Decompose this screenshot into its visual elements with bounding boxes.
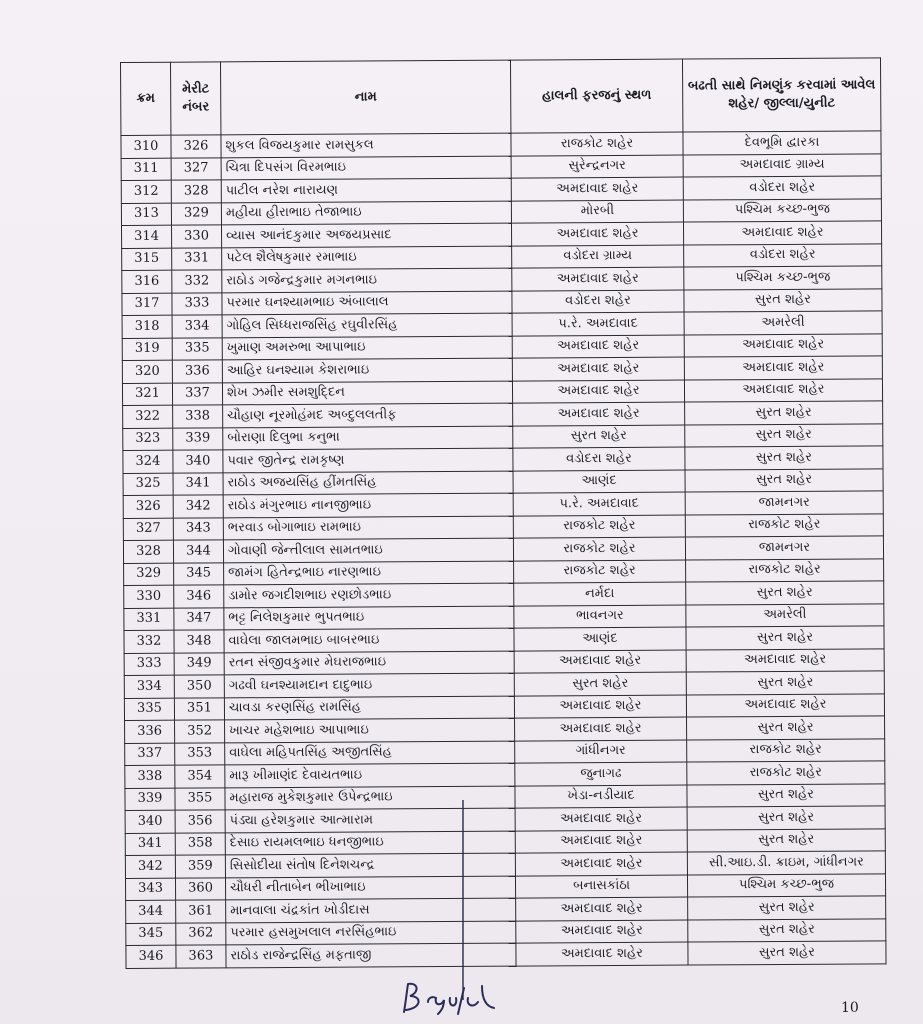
name-cell: રાઠોડ રાજેન્દ્રસિંહ મફતાજી <box>226 943 516 967</box>
name-cell: દેસાઇ રાયમલભાઇ ધનજીભાઇ <box>225 831 515 855</box>
name-cell: પવાર જીતેન્દ્ર રામકૃષ્ણ <box>223 448 513 472</box>
new-posting-cell: જામનગર <box>685 491 883 515</box>
current-posting-cell: રાજકોટ શહેર <box>513 515 685 539</box>
current-posting-cell: જુનાગઢ <box>515 762 687 786</box>
serial-cell: 320 <box>122 360 172 383</box>
current-posting-cell: અમદાવાદ શહેર <box>515 852 687 876</box>
merit-number-cell: 330 <box>171 225 221 248</box>
merit-number-cell: 329 <box>171 202 221 225</box>
serial-cell: 346 <box>126 945 176 968</box>
serial-cell: 335 <box>124 698 174 721</box>
new-posting-cell: પશ્ચિમ કચ્છ-ભુજ <box>687 873 885 897</box>
new-posting-cell: રાજકોટ શહેર <box>687 738 885 762</box>
name-cell: પંડ્યા હરેશકુમાર આત્મારામ <box>225 808 515 832</box>
name-cell: ભરવાડ બોગાભાઇ રામભાઇ <box>223 516 513 540</box>
serial-cell: 313 <box>121 203 171 226</box>
merit-number-cell: 359 <box>175 855 225 878</box>
header-name: નામ <box>221 60 511 135</box>
new-posting-cell: સુરત શહેર <box>687 716 885 740</box>
name-cell: સિસોદીયા સંતોષ દિનેશચન્દ્ર <box>225 853 515 877</box>
current-posting-cell: અમદાવાદ શહેર <box>515 807 687 831</box>
merit-number-cell: 328 <box>171 180 221 203</box>
name-cell: રાઠોડ અજયસિંહ હીંમતસિંહ <box>223 471 513 495</box>
new-posting-cell: સુરત શહેર <box>688 896 886 920</box>
merit-number-cell: 347 <box>174 607 224 630</box>
new-posting-cell: વડોદરા શહેર <box>683 176 881 200</box>
name-cell: મહીયા હીરાભાઇ તેજાભાઇ <box>221 201 511 225</box>
new-posting-cell: જામનગર <box>685 536 883 560</box>
current-posting-cell: પ.રે. અમદાવાદ <box>512 312 684 336</box>
name-cell: પટેલ શૈલેષકુમાર રમાભાઇ <box>222 246 512 270</box>
handwritten-signature <box>398 978 513 1018</box>
current-posting-cell: અમદાવાદ શહેર <box>512 267 684 291</box>
new-posting-cell: અમદાવાદ શહેર <box>684 378 882 402</box>
new-posting-cell: સુરત શહેર <box>686 581 884 605</box>
new-posting-cell: સુરત શહેર <box>687 806 885 830</box>
name-cell: જામંગ હિતેન્દ્રભાઇ નારણભાઇ <box>224 561 514 585</box>
name-cell: આહિર ઘનશ્યામ કેશરાભાઇ <box>222 358 512 382</box>
new-posting-cell: સુરત શહેર <box>685 401 883 425</box>
current-posting-cell: આણંદ <box>513 470 685 494</box>
name-cell: શેખ ઝમીર સમશુદ્દિન <box>222 381 512 405</box>
name-cell: ગઢવી ઘનશ્યામદાન દાદુભાઇ <box>224 673 514 697</box>
current-posting-cell: અમદાવાદ શહેર <box>512 335 684 359</box>
merit-number-cell: 350 <box>174 675 224 698</box>
name-cell: ભટ્ટ નિલેશકુમાર ભુપતભાઇ <box>224 606 514 630</box>
new-posting-cell: રાજકોટ શહેર <box>685 513 883 537</box>
name-cell: રાઠોડ ગજેન્દ્રકુમાર મગનભાઇ <box>222 268 512 292</box>
serial-cell: 322 <box>123 405 173 428</box>
current-posting-cell: વડોદરા શહેર <box>513 447 685 471</box>
serial-cell: 342 <box>125 855 175 878</box>
current-posting-cell: સુરેન્દ્રનગર <box>511 155 683 179</box>
name-cell: પરમાર ઘનશ્યામભાઇ અંબાલાલ <box>222 291 512 315</box>
serial-cell: 317 <box>122 293 172 316</box>
name-cell: મહારાજ મુકેશકુમાર ઉપેન્દ્રભાઇ <box>225 786 515 810</box>
merit-number-cell: 341 <box>173 472 223 495</box>
new-posting-cell: અમદાવાદ શહેર <box>684 356 882 380</box>
merit-number-cell: 346 <box>174 585 224 608</box>
new-posting-cell: સુરત શહેર <box>687 828 885 852</box>
new-posting-cell: સી.આઇ.ડી. ક્રાઇમ, ગાંધીનગર <box>687 851 885 875</box>
new-posting-cell: અમદાવાદ શહેર <box>686 648 884 672</box>
merit-number-cell: 335 <box>172 337 222 360</box>
current-posting-cell: આણંદ <box>514 627 686 651</box>
merit-number-cell: 351 <box>174 697 224 720</box>
table-header-row <box>121 58 881 136</box>
name-cell: વાઘેલા જાલમભાઇ બાબરભાઇ <box>224 628 514 652</box>
current-posting-cell: વડોદરા શહેર <box>512 290 684 314</box>
new-posting-cell: સુરત શહેર <box>685 468 883 492</box>
name-cell: માનવાલા ચંદ્રકાંત ખોડીદાસ <box>226 898 516 922</box>
merit-number-cell: 334 <box>172 315 222 338</box>
name-cell: મારૂ ખીમાણંદ દેવાયતભાઇ <box>225 763 515 787</box>
new-posting-cell: રાજકોટ શહેર <box>686 558 884 582</box>
serial-cell: 344 <box>126 900 176 923</box>
serial-cell: 329 <box>124 563 174 586</box>
name-cell: ચૌહાણ નૂરમોહંમદ અબ્દુલલતીફ <box>223 403 513 427</box>
merit-number-cell: 336 <box>172 360 222 383</box>
name-cell: બોરાણા દિલુભા કનુભા <box>223 426 513 450</box>
new-posting-cell: સુરત શહેર <box>685 423 883 447</box>
serial-cell: 324 <box>123 450 173 473</box>
header-serial: ક્રમ <box>121 62 171 135</box>
name-cell: વાઘેલા મહિપતસિંહ અજીતસિંહ <box>225 741 515 765</box>
name-cell: ચૌધરી નીતાબેન ભીખાભાઇ <box>225 876 515 900</box>
serial-cell: 334 <box>124 675 174 698</box>
merit-number-cell: 362 <box>176 922 226 945</box>
current-posting-cell: અમદાવાદ શહેર <box>511 177 683 201</box>
new-posting-cell: અમદાવાદ શહેર <box>683 221 881 245</box>
name-cell: વ્યાસ આનંદકુમાર અજયપ્રસાદ <box>221 223 511 247</box>
serial-cell: 315 <box>122 248 172 271</box>
merit-number-cell: 349 <box>174 652 224 675</box>
serial-cell: 345 <box>126 923 176 946</box>
merit-number-cell: 348 <box>174 630 224 653</box>
current-posting-cell: અમદાવાદ શહેર <box>514 650 686 674</box>
merit-number-cell: 353 <box>175 742 225 765</box>
merit-number-cell: 355 <box>175 787 225 810</box>
serial-cell: 328 <box>123 540 173 563</box>
current-posting-cell: અમદાવાદ શહેર <box>516 897 688 921</box>
serial-cell: 339 <box>125 788 175 811</box>
serial-cell: 325 <box>123 473 173 496</box>
serial-cell: 331 <box>124 608 174 631</box>
merit-number-cell: 327 <box>171 157 221 180</box>
merit-number-cell: 332 <box>172 270 222 293</box>
current-posting-cell: વડોદરા ગ્રામ્ય <box>512 245 684 269</box>
new-posting-cell: અમરેલી <box>686 603 884 627</box>
current-posting-cell: રાજકોટ શહેર <box>514 560 686 584</box>
new-posting-cell: સુરત શહેર <box>687 783 885 807</box>
serial-cell: 318 <box>122 315 172 338</box>
serial-cell: 314 <box>121 225 171 248</box>
serial-cell: 327 <box>123 518 173 541</box>
current-posting-cell: સુરત શહેર <box>513 425 685 449</box>
current-posting-cell: ગાંધીનગર <box>515 740 687 764</box>
current-posting-cell: બનાસકાંઠા <box>515 875 687 899</box>
new-posting-cell: સુરત શહેર <box>688 941 886 965</box>
serial-cell: 336 <box>125 720 175 743</box>
new-posting-cell: પશ્ચિમ કચ્છ-ભુજ <box>684 266 882 290</box>
serial-cell: 341 <box>125 833 175 856</box>
current-posting-cell: અમદાવાદ શહેર <box>513 402 685 426</box>
merit-number-cell: 352 <box>175 720 225 743</box>
header-merit-number: મેરીટ નંબર <box>171 62 221 135</box>
name-cell: ચાવડા કરણસિંહ રામસિંહ <box>224 696 514 720</box>
serial-cell: 337 <box>125 743 175 766</box>
name-cell: ડામોર જગદીશભાઇ રણછોડભાઇ <box>224 583 514 607</box>
new-posting-cell: રાજકોટ શહેર <box>687 761 885 785</box>
current-posting-cell: અમદાવાદ શહેર <box>516 920 688 944</box>
current-posting-cell: સુરત શહેર <box>514 672 686 696</box>
serial-cell: 312 <box>121 180 171 203</box>
merit-number-cell: 333 <box>172 292 222 315</box>
merit-number-cell: 339 <box>173 427 223 450</box>
name-cell: ખાચર મહેશભાઇ આપાભાઇ <box>225 718 515 742</box>
serial-cell: 343 <box>125 878 175 901</box>
promotion-posting-table <box>120 57 887 968</box>
new-posting-cell: અમદાવાદ ગ્રામ્ય <box>683 153 881 177</box>
serial-cell: 319 <box>122 338 172 361</box>
current-posting-cell: રાજકોટ શહેર <box>513 537 685 561</box>
serial-cell: 332 <box>124 630 174 653</box>
name-cell: ચિત્રા દિપસંગ વિરમભાઇ <box>221 156 511 180</box>
merit-number-cell: 358 <box>175 832 225 855</box>
merit-number-cell: 337 <box>172 382 222 405</box>
merit-number-cell: 361 <box>176 900 226 923</box>
name-cell: રતન સંજીવકુમાર મેઘરાજભાઇ <box>224 651 514 675</box>
serial-cell: 326 <box>123 495 173 518</box>
new-posting-cell: અમરેલી <box>684 311 882 335</box>
serial-cell: 330 <box>124 585 174 608</box>
new-posting-cell: સુરત શહેર <box>684 288 882 312</box>
serial-cell: 321 <box>122 383 172 406</box>
name-cell: રાઠોડ મંગુરભાઇ નાનજીભાઇ <box>223 493 513 517</box>
new-posting-cell: વડોદરા શહેર <box>684 243 882 267</box>
merit-number-cell: 342 <box>173 495 223 518</box>
pen-mark <box>462 800 464 1000</box>
merit-number-cell: 326 <box>171 135 221 158</box>
merit-number-cell: 343 <box>173 517 223 540</box>
name-cell: પરમાર હસમુખલાલ નરસિંહભાઇ <box>226 921 516 945</box>
serial-cell: 333 <box>124 653 174 676</box>
new-posting-cell: પશ્ચિમ કચ્છ-ભુજ <box>683 198 881 222</box>
serial-cell: 340 <box>125 810 175 833</box>
current-posting-cell: ભાવનગર <box>514 605 686 629</box>
new-posting-cell: સુરત શહેર <box>686 671 884 695</box>
current-posting-cell: અમદાવાદ શહેર <box>512 357 684 381</box>
new-posting-cell: સુરત શહેર <box>685 446 883 470</box>
current-posting-cell: અમદાવાદ શહેર <box>511 222 683 246</box>
merit-number-cell: 345 <box>174 562 224 585</box>
serial-cell: 316 <box>122 270 172 293</box>
merit-number-cell: 363 <box>176 945 226 968</box>
name-cell: ગોહિલ સિધ્ધરાજસિંહ રઘુવીરસિંહ <box>222 313 512 337</box>
table-body <box>121 131 886 968</box>
serial-cell: 310 <box>121 135 171 158</box>
new-posting-cell: અમદાવાદ શહેર <box>684 333 882 357</box>
name-cell: પાટીલ નરેશ નારાયણ <box>221 178 511 202</box>
serial-cell: 323 <box>123 428 173 451</box>
header-new-posting: બઢતી સાથે નિમણુંક કરવામાં આવેલ શહેર/ જીલ્લા/યુનીટ <box>682 58 880 132</box>
table-row <box>126 941 886 968</box>
current-posting-cell: અમદાવાદ શહેર <box>515 830 687 854</box>
current-posting-cell: અમદાવાદ શહેર <box>514 695 686 719</box>
name-cell: ગોવાણી જેન્તીલાલ સામતભાઇ <box>223 538 513 562</box>
new-posting-cell: દેવભૂમિ દ્વારકા <box>683 131 881 155</box>
merit-number-cell: 344 <box>173 540 223 563</box>
header-current-posting: હાલની ફરજનું સ્થળ <box>510 59 682 133</box>
name-cell: ખુમાણ અમરુભા આપાભાઇ <box>222 336 512 360</box>
name-cell: શુકલ વિજયકુમાર રામસુકલ <box>221 133 511 157</box>
current-posting-cell: અમદાવાદ શહેર <box>512 380 684 404</box>
new-posting-cell: અમદાવાદ શહેર <box>686 693 884 717</box>
serial-cell: 311 <box>121 158 171 181</box>
merit-number-cell: 331 <box>172 247 222 270</box>
current-posting-cell: અમદાવાદ શહેર <box>515 717 687 741</box>
merit-number-cell: 356 <box>175 810 225 833</box>
serial-cell: 338 <box>125 765 175 788</box>
current-posting-cell: અમદાવાદ શહેર <box>516 942 688 966</box>
current-posting-cell: પ.રે. અમદાવાદ <box>513 492 685 516</box>
new-posting-cell: સુરત શહેર <box>686 626 884 650</box>
merit-number-cell: 338 <box>173 405 223 428</box>
current-posting-cell: નર્મદા <box>514 582 686 606</box>
page-number: 10 <box>841 1000 859 1016</box>
new-posting-cell: સુરત શહેર <box>688 918 886 942</box>
merit-number-cell: 354 <box>175 765 225 788</box>
current-posting-cell: રાજકોટ શહેર <box>511 132 683 156</box>
current-posting-cell: ખેડા-નડીયાદ <box>515 785 687 809</box>
merit-number-cell: 340 <box>173 450 223 473</box>
current-posting-cell: મોરબી <box>511 200 683 224</box>
merit-number-cell: 360 <box>175 877 225 900</box>
